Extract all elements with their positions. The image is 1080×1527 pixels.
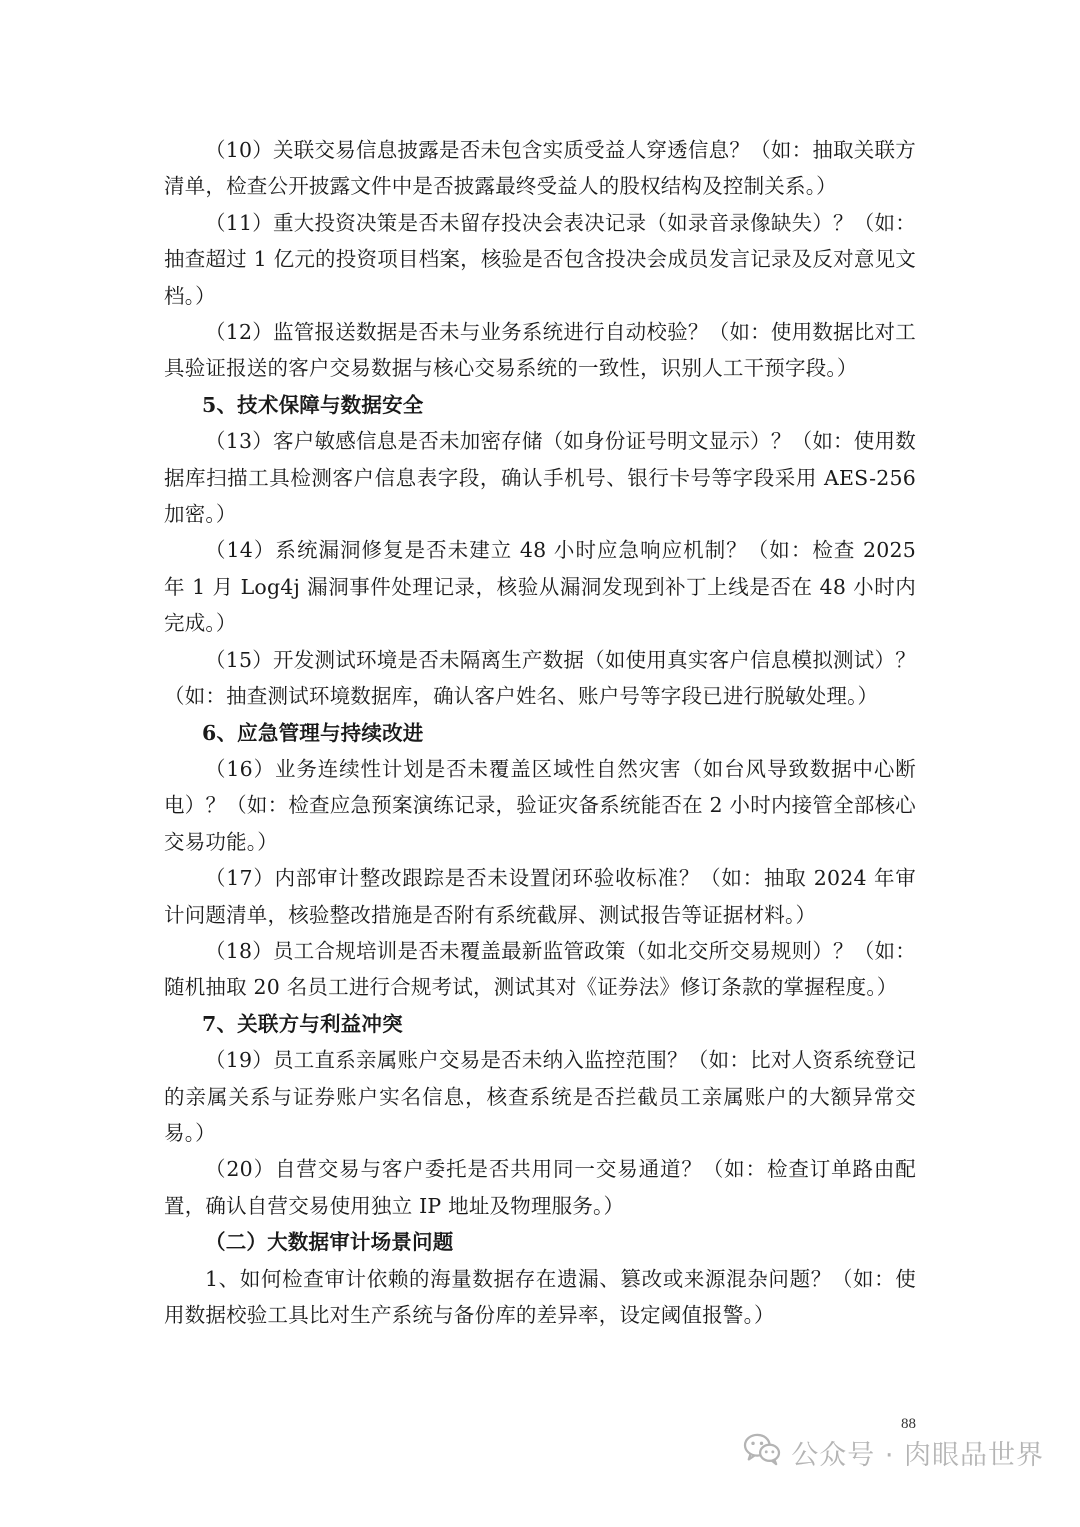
paragraph-question-1: 1、如何检查审计依赖的海量数据存在遗漏、篡改或来源混杂问题？（如：使用数据校验工具比对生产系统与备份库的差异率，设定阈值报警。）: [164, 1266, 916, 1327]
section-heading-6: 6、应急管理与持续改进: [202, 720, 424, 745]
page-content: [164, 132, 916, 1333]
watermark-text: 公众号 · 肉眼品世界: [791, 1440, 1044, 1471]
section-heading-5: 5、技术保障与数据安全: [202, 392, 424, 417]
paragraph-item-15: （15）开发测试环境是否未隔离生产数据（如使用真实客户信息模拟测试）？（如：抽查测试环境数据库，确认客户姓名、账户号等字段已进行脱敏处理。）: [164, 647, 916, 709]
paragraph-item-16: （16）业务连续性计划是否未覆盖区域性自然灾害（如台风导致数据中心断电）？（如：检查应急预案演练记录，验证灾备系统能否在 2 小时内接管全部核心交易功能。）: [164, 756, 916, 854]
paragraph-item-20: （20）自营交易与客户委托是否共用同一交易通道？（如：检查订单路由配置，确认自营交易使用独立 IP 地址及物理服务。）: [164, 1157, 916, 1218]
watermark: [743, 1432, 1044, 1473]
paragraph-item-17: （17）内部审计整改跟踪是否未设置闭环验收标准？（如：抽取 2024 年审计问题清单，核验整改措施是否附有系统截屏、测试报告等证据材料。）: [164, 866, 916, 927]
paragraph-item-12: （12）监管报送数据是否未与业务系统进行自动校验？（如：使用数据比对工具验证报送的客户交易数据与核心交易系统的一致性，识别人工干预字段。）: [164, 320, 916, 381]
paragraph-item-14: （14）系统漏洞修复是否未建立 48 小时应急响应机制？（如：检查 2025 年 1 月 Log4j 漏洞事件处理记录，核验从漏洞发现到补丁上线是否在 48 小时内完成。）: [164, 538, 916, 636]
paragraph-item-10: （10）关联交易信息披露是否未包含实质受益人穿透信息？（如：抽取关联方清单，检查公开披露文件中是否披露最终受益人的股权结构及控制关系。）: [164, 138, 916, 199]
subsection-heading: （二）大数据审计场景问题: [205, 1230, 454, 1255]
paragraph-item-13: （13）客户敏感信息是否未加密存储（如身份证号明文显示）？（如：使用数据库扫描工具检测客户信息表字段，确认手机号、银行卡号等字段采用 AES-256 加密。）: [164, 429, 916, 527]
paragraph-item-19: （19）员工直系亲属账户交易是否未纳入监控范围？（如：比对人资系统登记的亲属关系与证券账户实名信息，核查系统是否拦截员工亲属账户的大额异常交易。）: [164, 1048, 916, 1145]
section-heading-7: 7、关联方与利益冲突: [202, 1011, 403, 1036]
paragraph-item-11: （11）重大投资决策是否未留存投决会表决记录（如录音录像缺失）？（如：抽查超过 1 亿元的投资项目档案，核验是否包含投决会成员发言记录及反对意见文档。）: [164, 210, 916, 308]
wechat-icon: [743, 1432, 781, 1473]
page-number: 88: [901, 1416, 916, 1432]
paragraph-item-18: （18）员工合规培训是否未覆盖最新监管政策（如北交所交易规则）？（如：随机抽取 20 名员工进行合规考试，测试其对《证券法》修订条款的掌握程度。）: [164, 938, 916, 1000]
